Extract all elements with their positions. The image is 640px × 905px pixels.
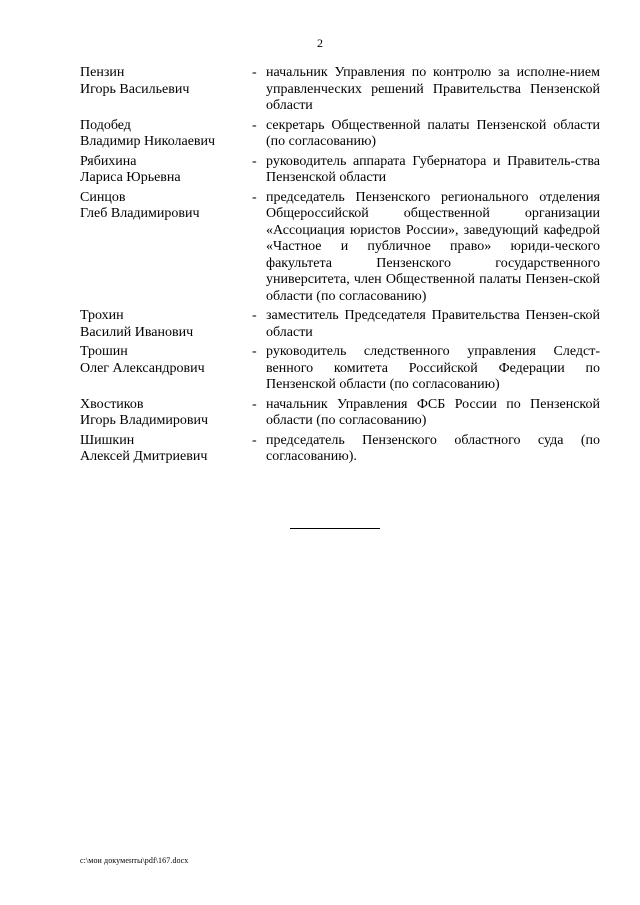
member-surname: Рябихина: [80, 153, 137, 169]
member-given-name: Алексей Дмитриевич: [80, 449, 208, 464]
member-name: [80, 190, 252, 306]
member-position: заместитель Председателя Правительства Пензен-ской области: [266, 308, 600, 340]
member-position: председатель Пензенского регионального отделения Общероссийской общественной организации «Ассоциация юристов России», заведующий кафедрой «Частное и публичное право» юриди-ческого факультета Пензенского государственного университета, член Общественной палаты Пензен-ской области (по согласованию): [266, 189, 600, 304]
member-given-name: Игорь Васильевич: [80, 81, 190, 97]
member-surname: Хвостиков: [80, 396, 144, 412]
dash-separator: -: [252, 396, 257, 412]
footer-file-path: c:\мои документы\pdf\167.docx: [80, 856, 189, 865]
member-given-name: Василий Иванович: [80, 324, 194, 340]
list-item: [80, 65, 600, 115]
member-surname: Трохин: [80, 308, 124, 323]
member-given-name: Лариса Юрьевна: [80, 170, 181, 185]
list-item: [80, 190, 600, 306]
member-surname: Шишкин: [80, 432, 135, 448]
member-name: [80, 308, 252, 341]
member-surname: Синцов: [80, 189, 126, 205]
dash-separator: -: [252, 308, 257, 323]
member-given-name: Глеб Владимирович: [80, 206, 200, 221]
member-name: [80, 65, 252, 115]
list-item: [80, 118, 600, 151]
page-number: 2: [317, 36, 323, 50]
member-list: [80, 65, 600, 469]
dash-separator: -: [252, 189, 257, 205]
dash-separator: -: [252, 344, 257, 359]
dash-separator: -: [252, 117, 257, 133]
list-item: [80, 433, 600, 466]
member-position: руководитель следственного управления Следст-венного комитета Российской Федерации по Пензенской области (по согласованию): [266, 344, 600, 392]
member-position: начальник Управления по контролю за исполне-нием управленческих решений Правительства Пензенской области: [266, 65, 600, 113]
member-given-name: Олег Александрович: [80, 360, 205, 376]
member-position: председатель Пензенского областного суда (по согласованию).: [266, 432, 600, 464]
member-name: [80, 433, 252, 466]
member-position: начальник Управления ФСБ России по Пензенской области (по согласованию): [266, 396, 600, 428]
member-surname: Пензин: [80, 65, 125, 80]
member-name: [80, 344, 252, 394]
member-surname: Подобед: [80, 117, 131, 133]
member-position: руководитель аппарата Губернатора и Правитель-ства Пензенской области: [266, 153, 600, 185]
member-given-name: Игорь Владимирович: [80, 413, 209, 428]
member-name: [80, 154, 252, 187]
dash-separator: -: [252, 153, 257, 169]
member-surname: Трошин: [80, 344, 128, 359]
list-item: [80, 154, 600, 187]
list-item: [80, 344, 600, 394]
member-name: [80, 118, 252, 151]
list-item: [80, 308, 600, 341]
member-given-name: Владимир Николаевич: [80, 134, 216, 149]
closing-divider: [290, 528, 380, 529]
dash-separator: -: [252, 432, 257, 448]
member-position: секретарь Общественной палаты Пензенской области (по согласованию): [266, 117, 600, 149]
member-name: [80, 397, 252, 430]
dash-separator: -: [252, 65, 257, 80]
list-item: [80, 397, 600, 430]
